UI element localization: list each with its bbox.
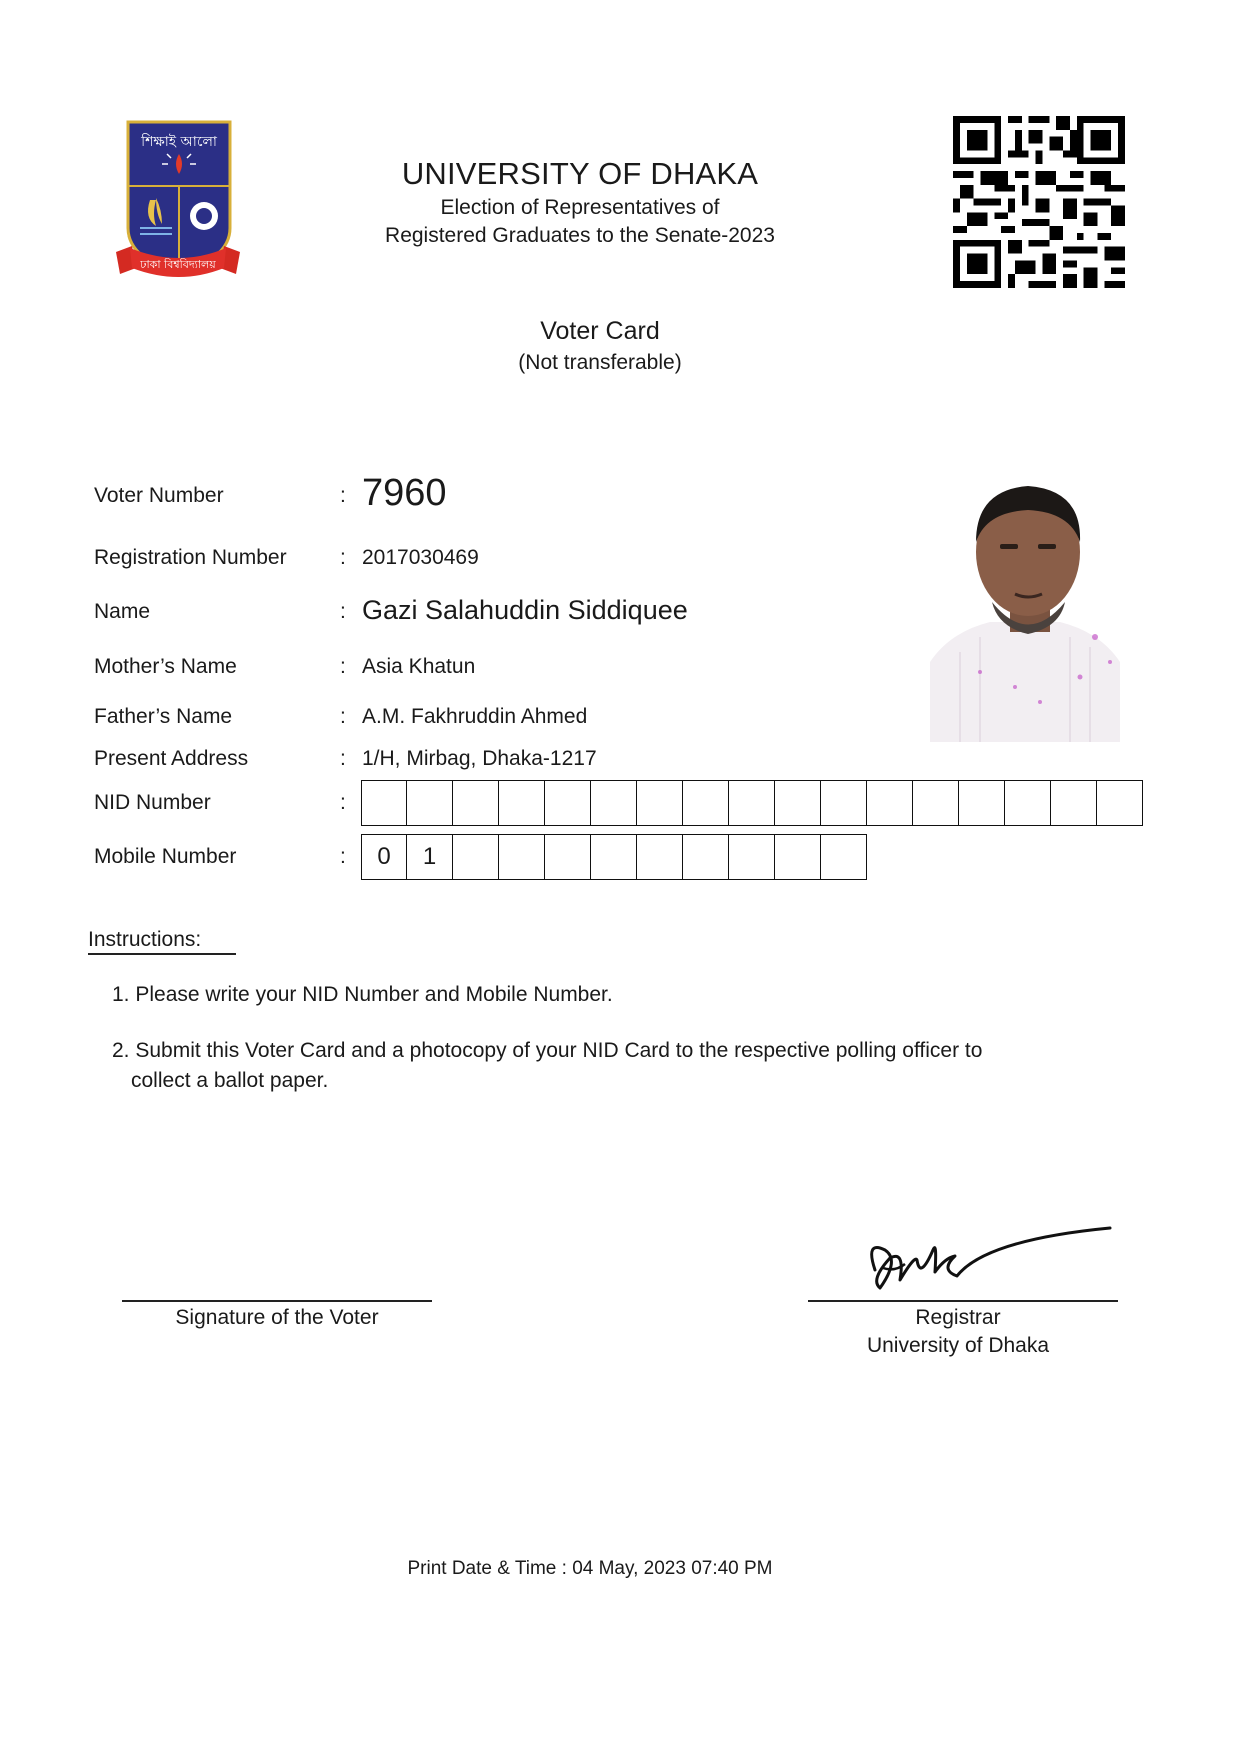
nid-number-boxes xyxy=(361,780,1143,826)
name-value: Gazi Salahuddin Siddiquee xyxy=(362,595,688,625)
voter-signature-label: Signature of the Voter xyxy=(175,1306,379,1329)
logo-motto: শিক্ষাই আলো xyxy=(141,134,217,150)
print-date-time: Print Date & Time : 04 May, 2023 07:40 PM xyxy=(407,1558,773,1579)
mobile-digit-box[interactable] xyxy=(729,834,775,880)
address-label: Present Address xyxy=(94,747,249,770)
registration-number-value: 2017030469 xyxy=(362,546,479,569)
mother-name-label: Mother’s Name xyxy=(94,655,237,678)
nid-digit-box[interactable] xyxy=(637,780,683,826)
registrar-signature xyxy=(845,1210,1115,1302)
mobile-digit-box[interactable] xyxy=(453,834,499,880)
voter-photo xyxy=(920,462,1130,742)
mobile-digit-box[interactable] xyxy=(637,834,683,880)
mobile-digit-box[interactable] xyxy=(591,834,637,880)
nid-digit-box[interactable] xyxy=(1097,780,1143,826)
instruction-item-2-line-1: 2. Submit this Voter Card and a photocopy of your NID Card to the respective polling officer to xyxy=(112,1039,983,1062)
nid-digit-box[interactable] xyxy=(1051,780,1097,826)
card-title: Voter Card xyxy=(540,317,660,345)
nid-digit-box[interactable] xyxy=(729,780,775,826)
father-name-value: A.M. Fakhruddin Ahmed xyxy=(362,705,588,728)
nid-digit-box[interactable] xyxy=(913,780,959,826)
instruction-item-2-line-2: collect a ballot paper. xyxy=(131,1069,329,1092)
mobile-digit-box[interactable]: 0 xyxy=(361,834,407,880)
mobile-digit-box[interactable] xyxy=(775,834,821,880)
nid-digit-box[interactable] xyxy=(545,780,591,826)
mobile-digit-box[interactable]: 1 xyxy=(407,834,453,880)
field-colon: : xyxy=(340,546,346,569)
qr-code xyxy=(953,116,1125,288)
nid-digit-box[interactable] xyxy=(499,780,545,826)
nid-digit-box[interactable] xyxy=(683,780,729,826)
mother-name-value: Asia Khatun xyxy=(362,655,476,678)
nid-digit-box[interactable] xyxy=(361,780,407,826)
address-value: 1/H, Mirbag, Dhaka-1217 xyxy=(362,747,597,770)
field-colon: : xyxy=(340,484,346,507)
mobile-digit-box[interactable] xyxy=(821,834,867,880)
nid-digit-box[interactable] xyxy=(407,780,453,826)
field-colon: : xyxy=(340,747,346,770)
field-colon: : xyxy=(340,791,346,814)
election-line-2: Registered Graduates to the Senate-2023 xyxy=(385,224,775,247)
mobile-number-boxes xyxy=(361,834,867,880)
field-colon: : xyxy=(340,655,346,678)
voter-number-label: Voter Number xyxy=(94,484,224,507)
mobile-digit-box[interactable] xyxy=(499,834,545,880)
nid-digit-box[interactable] xyxy=(1005,780,1051,826)
election-line-1: Election of Representatives of xyxy=(440,196,720,219)
field-colon: : xyxy=(340,705,346,728)
field-colon: : xyxy=(340,600,346,623)
instruction-item-1: 1. Please write your NID Number and Mobile Number. xyxy=(112,983,613,1006)
registrar-title: Registrar xyxy=(915,1306,1001,1329)
nid-digit-box[interactable] xyxy=(453,780,499,826)
registration-number-label: Registration Number xyxy=(94,546,287,569)
nid-digit-box[interactable] xyxy=(821,780,867,826)
registrar-org: University of Dhaka xyxy=(866,1334,1050,1357)
field-colon: : xyxy=(340,845,346,868)
father-name-label: Father’s Name xyxy=(94,705,233,728)
university-title: UNIVERSITY OF DHAKA xyxy=(401,156,759,191)
nid-digit-box[interactable] xyxy=(867,780,913,826)
card-subtitle: (Not transferable) xyxy=(518,351,682,374)
instructions-underline xyxy=(88,953,236,955)
nid-digit-box[interactable] xyxy=(959,780,1005,826)
nid-digit-box[interactable] xyxy=(775,780,821,826)
university-logo xyxy=(112,118,244,284)
voter-number-value: 7960 xyxy=(362,472,447,514)
mobile-number-label: Mobile Number xyxy=(94,845,237,868)
logo-banner-text: ঢাকা বিশ্ববিদ্যালয় xyxy=(140,258,216,271)
name-label: Name xyxy=(94,600,151,623)
mobile-digit-box[interactable] xyxy=(683,834,729,880)
nid-digit-box[interactable] xyxy=(591,780,637,826)
mobile-digit-box[interactable] xyxy=(545,834,591,880)
instructions-title: Instructions: xyxy=(88,928,202,951)
registrar-signature-line xyxy=(808,1300,1118,1302)
nid-number-label: NID Number xyxy=(94,791,211,814)
voter-signature-line xyxy=(122,1300,432,1302)
